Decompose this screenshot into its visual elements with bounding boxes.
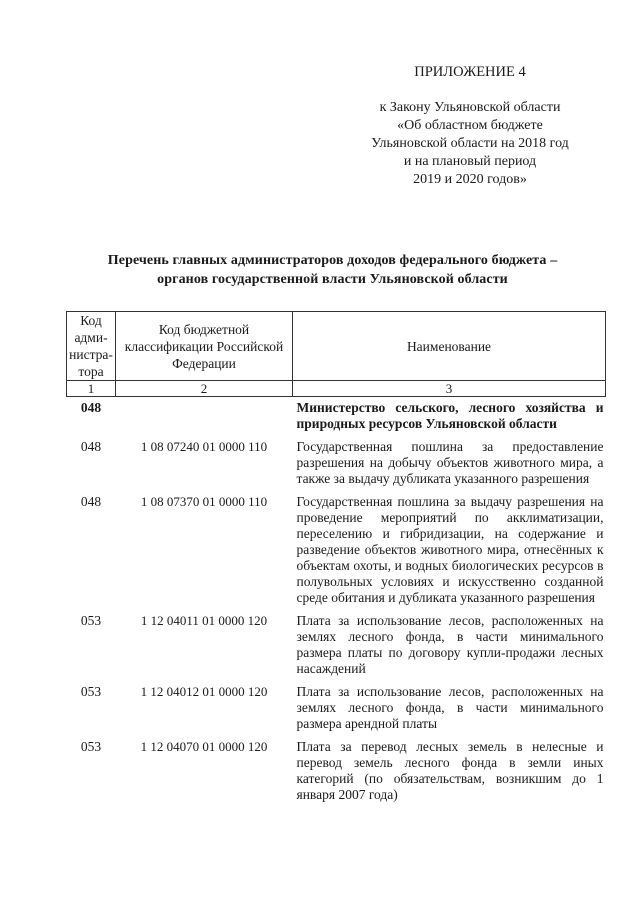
appendix-reference-line: 2019 и 2020 годов» bbox=[413, 172, 527, 187]
table-row bbox=[67, 606, 606, 677]
ministry-row bbox=[67, 397, 606, 433]
column-number: 2 bbox=[116, 381, 293, 397]
column-number: 1 bbox=[67, 381, 116, 397]
administrators-table bbox=[66, 311, 606, 803]
header-classification-code-text: Код бюджетной классификации Российской Федерации bbox=[124, 321, 284, 371]
appendix-reference-line: Ульяновской области на 2018 год bbox=[371, 136, 569, 151]
appendix-reference-line: и на плановый период bbox=[403, 154, 537, 169]
table-body bbox=[67, 397, 606, 804]
admin-code-cell: 053 bbox=[80, 684, 102, 699]
table-row bbox=[67, 677, 606, 732]
header-classification-code bbox=[116, 312, 293, 381]
name-cell: Министерство сельского, лесного хозяйства и природных ресурсов Ульяновской области bbox=[296, 400, 604, 431]
name-cell: Государственная пошлина за выдачу разрешения на проведение мероприятий по акклиматизации, переселению и гибридизации, на содержание и разведение объектов животного мира, отнесённых к объектам охоты, и водных биологических ресурсов в полувольных условиях и искусственно созданной среде обитания и дубликата указанного разрешения bbox=[296, 494, 604, 605]
appendix-title: ПРИЛОЖЕНИЕ 4 bbox=[414, 64, 526, 80]
classification-code-cell: 1 12 04011 01 0000 120 bbox=[140, 613, 268, 628]
header-name-text: Наименование bbox=[406, 338, 492, 354]
admin-code-cell: 048 bbox=[80, 400, 102, 415]
classification-code-cell: 1 12 04012 01 0000 120 bbox=[140, 684, 268, 699]
name-cell: Государственная пошлина за предоставление разрешения на добычу объектов животного мира, а также за выдачу дубликата указанного разрешения bbox=[296, 439, 604, 486]
classification-code-cell: 1 08 07370 01 0000 110 bbox=[140, 494, 268, 509]
name-cell: Плата за использование лесов, расположенных на землях лесного фонда, в части минимального размера арендной платы bbox=[296, 684, 604, 731]
header-admin-code-text: Код адми-нистра-тора bbox=[69, 313, 113, 379]
classification-code-cell bbox=[116, 397, 293, 433]
table-row bbox=[67, 487, 606, 606]
admin-code-cell: 048 bbox=[80, 439, 102, 454]
document-title-line: Перечень главных администраторов доходов федерального бюджета – bbox=[107, 253, 558, 268]
document-title bbox=[70, 251, 595, 289]
table-row bbox=[67, 732, 606, 803]
column-number: 3 bbox=[293, 381, 606, 397]
name-cell: Плата за перевод лесных земель в нелесные и перевод земель лесного фонда в земли иных категорий (по обязательствам, возникшим до 1 января 2007 года) bbox=[296, 739, 604, 802]
name-cell: Плата за использование лесов, расположенных на землях лесного фонда, в части минимального размера платы по договору купли-продажи лесных насаждений bbox=[296, 613, 604, 676]
column-number-row bbox=[67, 381, 606, 397]
table-header-row bbox=[67, 312, 606, 381]
table-row bbox=[67, 432, 606, 487]
header-admin-code bbox=[67, 312, 116, 381]
appendix-reference-line: «Об областном бюджете bbox=[397, 118, 543, 133]
admin-code-cell: 053 bbox=[80, 613, 102, 628]
header-name bbox=[293, 312, 606, 381]
document-title-line: органов государственной власти Ульяновской области bbox=[157, 272, 508, 287]
appendix-reference bbox=[335, 99, 605, 189]
classification-code-cell: 1 08 07240 01 0000 110 bbox=[140, 439, 268, 454]
admin-code-cell: 053 bbox=[80, 739, 102, 754]
classification-code-cell: 1 12 04070 01 0000 120 bbox=[140, 739, 268, 754]
appendix-reference-line: к Закону Ульяновской области bbox=[379, 100, 561, 115]
admin-code-cell: 048 bbox=[80, 494, 102, 509]
